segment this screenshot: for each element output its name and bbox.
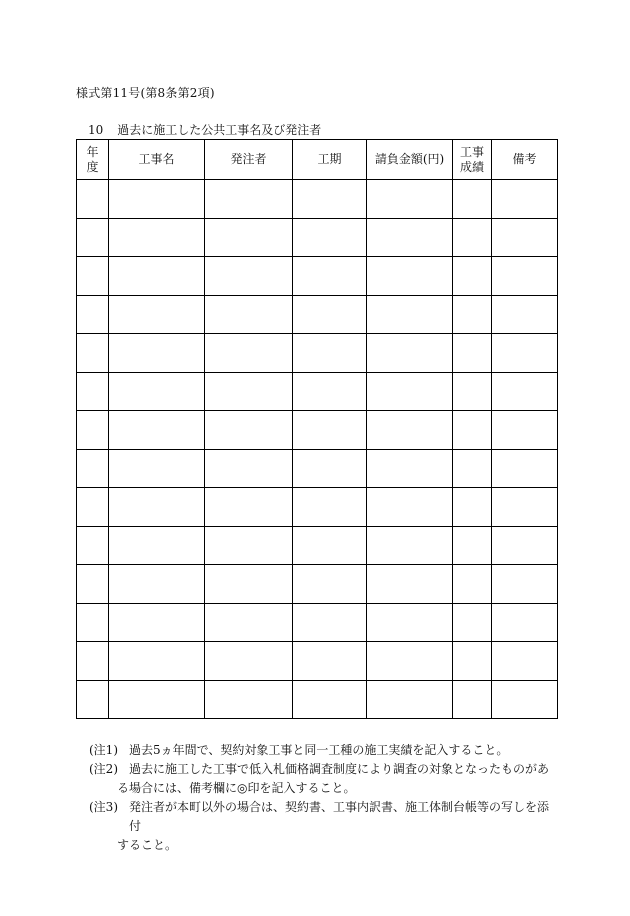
cell-client[interactable] bbox=[205, 488, 293, 527]
cell-year[interactable] bbox=[77, 295, 109, 334]
cell-rating[interactable] bbox=[453, 526, 492, 565]
cell-rating[interactable] bbox=[453, 603, 492, 642]
cell-client[interactable] bbox=[205, 642, 293, 681]
cell-project-name[interactable] bbox=[109, 411, 205, 450]
cell-client[interactable] bbox=[205, 680, 293, 719]
cell-rating[interactable] bbox=[453, 372, 492, 411]
cell-year[interactable] bbox=[77, 642, 109, 681]
cell-client[interactable] bbox=[205, 449, 293, 488]
cell-remarks[interactable] bbox=[492, 680, 558, 719]
section-title: 過去に施工した公共工事名及び発注者 bbox=[117, 123, 322, 137]
cell-project-name[interactable] bbox=[109, 180, 205, 219]
note-text: 発注者が本町以外の場合は、契約書、工事内訳書、施工体制台帳等の写しを添付 bbox=[129, 800, 550, 833]
cell-year[interactable] bbox=[77, 680, 109, 719]
header-year: 年 度 bbox=[77, 140, 109, 180]
cell-contract-amount[interactable] bbox=[367, 257, 453, 296]
cell-contract-amount[interactable] bbox=[367, 565, 453, 604]
cell-rating[interactable] bbox=[453, 449, 492, 488]
cell-contract-amount[interactable] bbox=[367, 411, 453, 450]
cell-remarks[interactable] bbox=[492, 526, 558, 565]
table-row bbox=[77, 257, 558, 296]
construction-records-table bbox=[76, 139, 558, 719]
note-text: 過去に施工した工事で低入札価格調査制度により調査の対象となったものがあ bbox=[129, 762, 550, 776]
cell-client[interactable] bbox=[205, 565, 293, 604]
cell-period[interactable] bbox=[293, 372, 367, 411]
cell-rating[interactable] bbox=[453, 411, 492, 450]
cell-period[interactable] bbox=[293, 449, 367, 488]
cell-period[interactable] bbox=[293, 603, 367, 642]
cell-rating[interactable] bbox=[453, 180, 492, 219]
cell-period[interactable] bbox=[293, 257, 367, 296]
cell-remarks[interactable] bbox=[492, 180, 558, 219]
cell-year[interactable] bbox=[77, 218, 109, 257]
table-header-row bbox=[77, 140, 558, 180]
cell-rating[interactable] bbox=[453, 488, 492, 527]
cell-contract-amount[interactable] bbox=[367, 334, 453, 373]
note-3 bbox=[89, 798, 559, 855]
cell-remarks[interactable] bbox=[492, 488, 558, 527]
cell-year[interactable] bbox=[77, 180, 109, 219]
header-period: 工期 bbox=[293, 140, 367, 180]
cell-remarks[interactable] bbox=[492, 565, 558, 604]
cell-remarks[interactable] bbox=[492, 411, 558, 450]
cell-client[interactable] bbox=[205, 180, 293, 219]
table-row bbox=[77, 488, 558, 527]
table-row bbox=[77, 603, 558, 642]
header-project-name: 工事名 bbox=[109, 140, 205, 180]
cell-rating[interactable] bbox=[453, 257, 492, 296]
section-heading bbox=[88, 121, 321, 138]
cell-year[interactable] bbox=[77, 411, 109, 450]
cell-project-name[interactable] bbox=[109, 680, 205, 719]
table-row bbox=[77, 642, 558, 681]
cell-period[interactable] bbox=[293, 526, 367, 565]
cell-period[interactable] bbox=[293, 180, 367, 219]
form-number: 様式第11号(第8条第2項) bbox=[76, 86, 215, 100]
cell-rating[interactable] bbox=[453, 295, 492, 334]
cell-contract-amount[interactable] bbox=[367, 218, 453, 257]
cell-project-name[interactable] bbox=[109, 295, 205, 334]
cell-contract-amount[interactable] bbox=[367, 642, 453, 681]
cell-remarks[interactable] bbox=[492, 295, 558, 334]
cell-project-name[interactable] bbox=[109, 218, 205, 257]
cell-project-name[interactable] bbox=[109, 642, 205, 681]
cell-period[interactable] bbox=[293, 218, 367, 257]
header-contract-amount: 請負金額(円) bbox=[367, 140, 453, 180]
cell-project-name[interactable] bbox=[109, 488, 205, 527]
header-rating: 工事 成績 bbox=[453, 140, 492, 180]
cell-period[interactable] bbox=[293, 680, 367, 719]
cell-contract-amount[interactable] bbox=[367, 603, 453, 642]
cell-contract-amount[interactable] bbox=[367, 526, 453, 565]
cell-rating[interactable] bbox=[453, 680, 492, 719]
cell-remarks[interactable] bbox=[492, 334, 558, 373]
cell-period[interactable] bbox=[293, 642, 367, 681]
cell-period[interactable] bbox=[293, 334, 367, 373]
table-row bbox=[77, 526, 558, 565]
cell-year[interactable] bbox=[77, 372, 109, 411]
cell-client[interactable] bbox=[205, 526, 293, 565]
cell-client[interactable] bbox=[205, 257, 293, 296]
cell-remarks[interactable] bbox=[492, 449, 558, 488]
cell-rating[interactable] bbox=[453, 334, 492, 373]
cell-remarks[interactable] bbox=[492, 603, 558, 642]
cell-client[interactable] bbox=[205, 295, 293, 334]
cell-period[interactable] bbox=[293, 565, 367, 604]
cell-rating[interactable] bbox=[453, 565, 492, 604]
note-label: (注1) bbox=[89, 743, 118, 757]
cell-contract-amount[interactable] bbox=[367, 680, 453, 719]
cell-contract-amount[interactable] bbox=[367, 449, 453, 488]
cell-client[interactable] bbox=[205, 411, 293, 450]
table-row bbox=[77, 295, 558, 334]
cell-year[interactable] bbox=[77, 565, 109, 604]
cell-period[interactable] bbox=[293, 411, 367, 450]
table-row bbox=[77, 218, 558, 257]
cell-period[interactable] bbox=[293, 295, 367, 334]
note-text-continued: る場合には、備考欄に◎印を記入すること。 bbox=[117, 781, 356, 795]
cell-client[interactable] bbox=[205, 334, 293, 373]
cell-project-name[interactable] bbox=[109, 526, 205, 565]
cell-client[interactable] bbox=[205, 603, 293, 642]
section-number: 10 bbox=[88, 123, 104, 137]
table-row bbox=[77, 680, 558, 719]
cell-remarks[interactable] bbox=[492, 372, 558, 411]
cell-year[interactable] bbox=[77, 603, 109, 642]
note-2 bbox=[89, 760, 559, 798]
cell-contract-amount[interactable] bbox=[367, 488, 453, 527]
notes bbox=[89, 741, 559, 855]
note-1 bbox=[89, 741, 559, 760]
note-label: (注3) bbox=[89, 800, 118, 814]
cell-contract-amount[interactable] bbox=[367, 372, 453, 411]
table-row bbox=[77, 411, 558, 450]
cell-rating[interactable] bbox=[453, 218, 492, 257]
cell-project-name[interactable] bbox=[109, 449, 205, 488]
table-row bbox=[77, 565, 558, 604]
cell-year[interactable] bbox=[77, 526, 109, 565]
note-text: 過去5ヵ年間で、契約対象工事と同一工種の施工実績を記入すること。 bbox=[129, 743, 509, 757]
table-body bbox=[77, 180, 558, 719]
header-remarks: 備考 bbox=[492, 140, 558, 180]
cell-year[interactable] bbox=[77, 488, 109, 527]
cell-contract-amount[interactable] bbox=[367, 295, 453, 334]
cell-year[interactable] bbox=[77, 334, 109, 373]
cell-period[interactable] bbox=[293, 488, 367, 527]
cell-project-name[interactable] bbox=[109, 372, 205, 411]
table-row bbox=[77, 334, 558, 373]
note-text-continued: すること。 bbox=[117, 838, 178, 852]
note-label: (注2) bbox=[89, 762, 118, 776]
cell-year[interactable] bbox=[77, 257, 109, 296]
table-row bbox=[77, 449, 558, 488]
cell-year[interactable] bbox=[77, 449, 109, 488]
table-row bbox=[77, 180, 558, 219]
cell-project-name[interactable] bbox=[109, 334, 205, 373]
cell-remarks[interactable] bbox=[492, 642, 558, 681]
cell-remarks[interactable] bbox=[492, 257, 558, 296]
cell-rating[interactable] bbox=[453, 642, 492, 681]
cell-project-name[interactable] bbox=[109, 565, 205, 604]
cell-contract-amount[interactable] bbox=[367, 180, 453, 219]
cell-client[interactable] bbox=[205, 372, 293, 411]
cell-remarks[interactable] bbox=[492, 218, 558, 257]
cell-project-name[interactable] bbox=[109, 603, 205, 642]
cell-client[interactable] bbox=[205, 218, 293, 257]
table-row bbox=[77, 372, 558, 411]
cell-project-name[interactable] bbox=[109, 257, 205, 296]
header-client: 発注者 bbox=[205, 140, 293, 180]
